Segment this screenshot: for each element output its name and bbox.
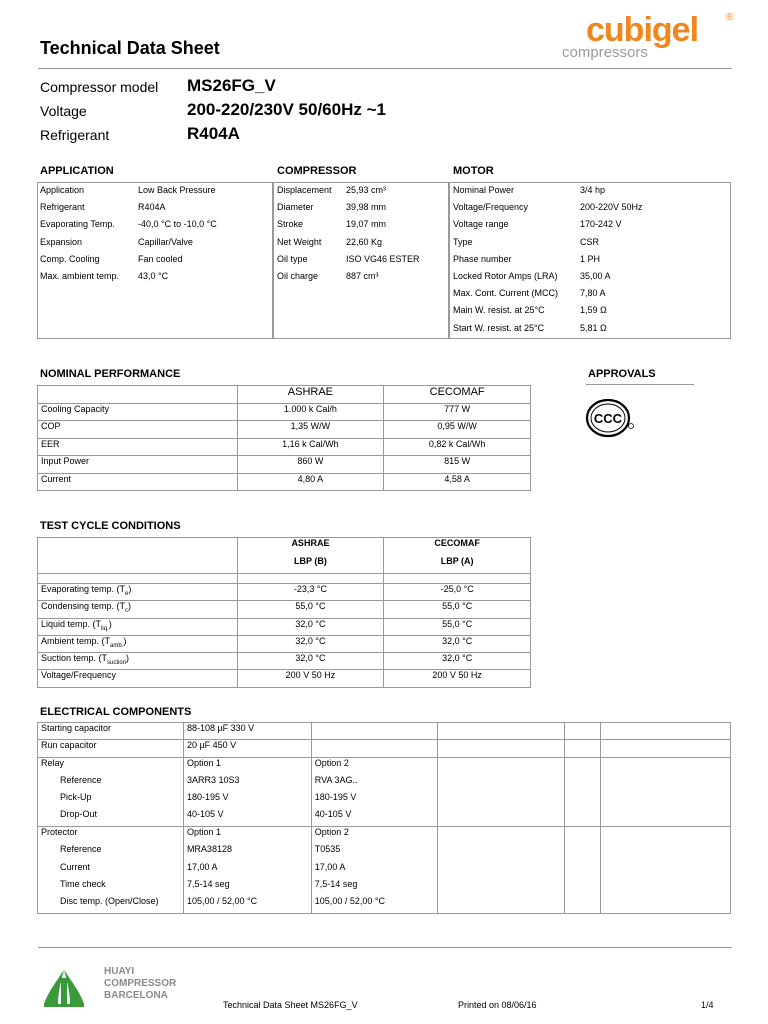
brand-name: cubigel [586,11,699,49]
performance-label: COP [38,421,238,439]
spec-label: Max. ambient temp. [40,270,120,281]
electrical-label: Reference [38,844,184,861]
table-row [38,438,531,456]
electrical-option-2: RVA 3AG.. [311,775,437,792]
performance-col-ashrae: ASHRAE [237,386,384,404]
header-divider [38,68,732,69]
ccc-certification-icon [584,398,636,438]
spec-value: ISO VG46 ESTER [346,253,420,264]
compressor-row [277,268,420,285]
electrical-option-2: 105,00 / 52,00 °C [311,896,437,913]
spec-label: Max. Cont. Current (MCC) [453,288,559,299]
spec-value: 19,07 mm [346,219,387,230]
table-row [38,584,531,601]
performance-label: Input Power [38,456,238,474]
electrical-option-2: Option 2 [311,757,437,774]
empty-cell [565,827,601,914]
voltage-label: Voltage [40,103,87,119]
test-cycle-label: Liquid temp. $(T_{liq.})$ [38,618,238,635]
electrical-label: Relay [38,757,184,774]
spec-value: 7,80 A [580,288,606,299]
performance-cecomaf-value: 4,58 A [384,473,531,491]
test-cycle-cecomaf-value: 55,0 °C [384,601,531,618]
table-row [38,403,531,421]
footer-page-number: 1/4 [701,1000,714,1010]
table-row [38,473,531,491]
empty-cell [437,757,565,827]
footer-divider [38,947,732,948]
compressor-model-label: Compressor model [40,79,159,95]
electrical-option-1: 180-195 V [183,792,311,809]
test-cycle-title: TEST CYCLE CONDITIONS [40,520,181,532]
table-row [38,456,531,474]
performance-cecomaf-value: 0,82 k Cal/Wh [384,438,531,456]
spacer-cell [237,574,384,584]
motor-row [453,182,643,199]
huayi-leaf-icon [42,968,86,1008]
spec-value: 887 cm³ [346,270,379,281]
test-cycle-corner-2 [38,556,238,574]
refrigerant-label: Refrigerant [40,127,110,143]
spec-label: Comp. Cooling [40,253,100,264]
application-row [40,234,217,251]
spec-label: Start W. resist. at 25°C [453,322,545,333]
application-row [40,199,217,216]
empty-cell [601,827,731,914]
electrical-option-1: 88-108 µF 330 V [183,723,311,740]
test-cycle-label: Ambient temp. $(T_{amb.})$ [38,635,238,652]
application-row [40,251,217,268]
motor-row [453,251,643,268]
motor-row [453,234,643,251]
spec-label: Phase number [453,253,512,264]
spec-value: -40,0 °C to -10,0 °C [138,219,217,230]
performance-label: Cooling Capacity [38,403,238,421]
spec-value: 200-220V 50Hz [580,202,643,213]
electrical-option-2: 17,00 A [311,862,437,879]
electrical-table [37,722,731,914]
electrical-option-1: Option 1 [183,757,311,774]
electrical-option-1: 3ARR3 10S3 [183,775,311,792]
spec-value: 170-242 V [580,219,622,230]
spec-value: Fan cooled [138,253,183,264]
table-row [38,757,731,774]
motor-row [453,268,643,285]
table-row [38,653,531,670]
registered-mark: ® [726,12,734,23]
table-row [38,723,731,740]
spec-label: Oil type [277,253,308,264]
electrical-option-2: T0535 [311,844,437,861]
motor-row [453,302,643,319]
test-cycle-label: Voltage/Frequency [38,670,238,687]
spec-label: Locked Rotor Amps (LRA) [453,270,558,281]
cubigel-logo [560,10,740,62]
approvals-divider [586,384,694,385]
spec-label: Nominal Power [453,185,515,195]
spec-value: 25,93 cm³ [346,185,387,195]
electrical-label: Drop-Out [38,809,184,826]
empty-cell [437,827,565,914]
test-cycle-col-cecomaf: CECOMAF [384,538,531,556]
electrical-option-2: 40-105 V [311,809,437,826]
performance-cecomaf-value: 777 W [384,403,531,421]
motor-row [453,320,643,337]
electrical-label: Reference [38,775,184,792]
table-row [38,740,731,757]
test-cycle-ashrae-value: 32,0 °C [237,635,384,652]
refrigerant-value: R404A [187,124,240,143]
spec-value: 39,98 mm [346,202,387,213]
electrical-title: ELECTRICAL COMPONENTS [40,706,192,718]
performance-ashrae-value: 1.000 k Cal/h [237,403,384,421]
test-cycle-cecomaf-value: 32,0 °C [384,653,531,670]
spacer-cell [38,574,238,584]
empty-cell [601,740,731,757]
performance-corner [38,386,238,404]
huayi-company-name: HUAYI COMPRESSOR BARCELONA [104,966,177,1001]
approvals-title: APPROVALS [588,368,656,380]
application-row [40,182,217,199]
electrical-option-1: 40-105 V [183,809,311,826]
table-row [38,635,531,652]
electrical-option-2: 180-195 V [311,792,437,809]
application-title: APPLICATION [40,165,114,177]
footer-doc-name: Technical Data Sheet MS26FG_V [223,1000,358,1010]
electrical-option-1: Option 1 [183,827,311,844]
spec-value: 1 PH [580,253,601,264]
brand-subtitle: compressors [562,44,648,61]
empty-cell [601,757,731,827]
electrical-label: Starting capacitor [38,723,184,740]
compressor-row [277,182,420,199]
test-cycle-label: Condensing temp. $(T_c)$ [38,601,238,618]
spec-label: Application [40,185,85,195]
spec-value: Low Back Pressure [138,185,216,195]
test-cycle-table [37,537,531,688]
compressor-row [277,234,420,251]
performance-table [37,385,531,491]
test-cycle-cecomaf-value: -25,0 °C [384,584,531,601]
performance-ashrae-value: 1,16 k Cal/Wh [237,438,384,456]
empty-cell [437,740,565,757]
spec-value: 22,60 Kg [346,236,383,247]
spec-label: Type [453,236,473,247]
compressor-row [277,216,420,233]
spacer-cell [384,574,531,584]
compressor-row [277,199,420,216]
performance-cecomaf-value: 815 W [384,456,531,474]
table-row [38,421,531,439]
motor-title: MOTOR [453,165,494,177]
electrical-label: Protector [38,827,184,844]
electrical-option-1: MRA38128 [183,844,311,861]
spec-label: Displacement [277,185,332,195]
ccc-mark-text: CCC [593,411,623,426]
electrical-option-2: 7,5-14 seg [311,879,437,896]
performance-ashrae-value: 1,35 W/W [237,421,384,439]
test-cycle-ashrae-value: 32,0 °C [237,653,384,670]
spec-label: Stroke [277,219,304,230]
page-title: Technical Data Sheet [40,38,220,58]
electrical-option-2 [311,723,437,740]
spec-value: R404A [138,202,166,213]
spec-label: Voltage range [453,219,509,230]
empty-cell [601,723,731,740]
electrical-option-1: 17,00 A [183,862,311,879]
spec-value: 1,59 Ω [580,305,607,316]
spec-value: 43,0 °C [138,270,169,281]
empty-cell [565,757,601,827]
spec-label: Oil charge [277,270,319,281]
compressor-model-value: MS26FG_V [187,76,276,95]
spec-label: Main W. resist. at 25°C [453,305,545,316]
test-cycle-sub-ashrae: LBP (B) [237,556,384,574]
test-cycle-label: Suction temp. $(T_{suction})$ [38,653,238,670]
performance-label: EER [38,438,238,456]
empty-cell [565,740,601,757]
table-row [38,670,531,687]
spec-value: Capillar/Valve [138,236,193,247]
performance-label: Current [38,473,238,491]
spec-value: 35,00 A [580,270,611,281]
performance-col-cecomaf: CECOMAF [384,386,531,404]
test-cycle-ashrae-value: 200 V 50 Hz [237,670,384,687]
motor-row [453,285,643,302]
spec-label: Diameter [277,202,314,213]
spec-label: Voltage/Frequency [453,202,529,213]
compressor-title: COMPRESSOR [277,165,357,177]
compressor-row [277,251,420,268]
application-row [40,268,217,285]
table-row [38,601,531,618]
test-cycle-sub-cecomaf: LBP (A) [384,556,531,574]
huayi-compressor-logo [40,966,190,1010]
motor-row [453,199,643,216]
test-cycle-cecomaf-value: 55,0 °C [384,618,531,635]
test-cycle-ashrae-value: -23,3 °C [237,584,384,601]
spec-label: Refrigerant [40,202,85,213]
empty-cell [437,723,565,740]
application-row [40,216,217,233]
footer-printed-date: Printed on 08/06/16 [458,1000,537,1010]
performance-ashrae-value: 4,80 A [237,473,384,491]
test-cycle-cecomaf-value: 32,0 °C [384,635,531,652]
empty-cell [565,723,601,740]
table-row [38,827,731,844]
table-row [38,618,531,635]
electrical-option-2 [311,740,437,757]
spec-value: 5,81 Ω [580,322,607,333]
motor-row [453,216,643,233]
spec-label: Expansion [40,236,83,247]
application-list [40,182,217,285]
electrical-option-1: 7,5-14 seg [183,879,311,896]
spec-label: Evaporating Temp. [40,219,115,230]
electrical-option-2: Option 2 [311,827,437,844]
performance-ashrae-value: 860 W [237,456,384,474]
electrical-label: Time check [38,879,184,896]
electrical-label: Pick-Up [38,792,184,809]
electrical-label: Disc temp. (Open/Close) [38,896,184,913]
electrical-option-1: 20 µF 450 V [183,740,311,757]
electrical-label: Current [38,862,184,879]
spec-value: CSR [580,236,600,247]
voltage-value: 200-220/230V 50/60Hz ~1 [187,100,386,119]
electrical-option-1: 105,00 / 52,00 °C [183,896,311,913]
test-cycle-label: Evaporating temp. $(T_e)$ [38,584,238,601]
test-cycle-ashrae-value: 55,0 °C [237,601,384,618]
test-cycle-corner [38,538,238,556]
compressor-list [277,182,420,285]
test-cycle-ashrae-value: 32,0 °C [237,618,384,635]
spec-value: 3/4 hp [580,185,606,195]
motor-list [453,182,643,337]
performance-title: NOMINAL PERFORMANCE [40,368,181,380]
test-cycle-cecomaf-value: 200 V 50 Hz [384,670,531,687]
spec-label: Net Weight [277,236,322,247]
test-cycle-col-ashrae: ASHRAE [237,538,384,556]
performance-cecomaf-value: 0,95 W/W [384,421,531,439]
electrical-label: Run capacitor [38,740,184,757]
